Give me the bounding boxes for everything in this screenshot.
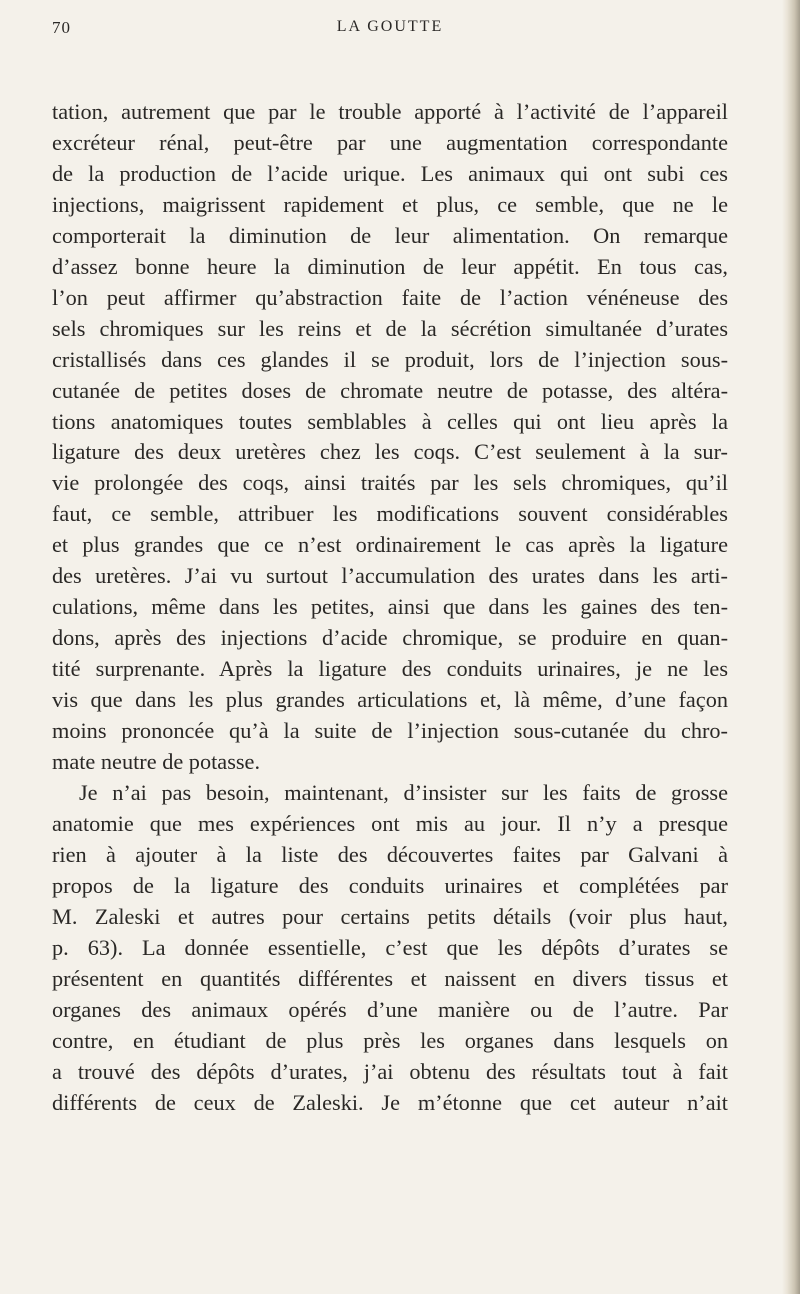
running-head: [52, 18, 728, 42]
text-line: de la production de l’acide urique. Les animaux qui ont subi ces: [52, 160, 728, 186]
text-line: d’assez bonne heure la diminution de leur appétit. En tous cas,: [52, 253, 728, 279]
text-line: faut, ce semble, attribuer les modifications souvent considérables: [52, 501, 728, 527]
text-line: dons, après des injections d’acide chromique, se produire en quan-: [52, 625, 728, 651]
text-line: mate neutre de potasse.: [52, 749, 261, 775]
text-line: et plus grandes que ce n’est ordinairement le cas après la ligature: [52, 532, 728, 558]
text-line: présentent en quantités différentes et naissent en divers tissus et: [52, 965, 728, 991]
text-line: cutanée de petites doses de chromate neutre de potasse, des altéra-: [52, 377, 728, 403]
text-line: tation, autrement que par le trouble apporté à l’activité de l’appareil: [52, 99, 728, 124]
text-line: organes des animaux opérés d’une manière ou de l’autre. Par: [52, 996, 728, 1022]
text-line: anatomie que mes expériences ont mis au jour. Il n’y a presque: [52, 810, 728, 836]
text-line: moins prononcée qu’à la suite de l’injection sous-cutanée du chro-: [52, 718, 728, 744]
text-line: p. 63). La donnée essentielle, c’est que les dépôts d’urates se: [52, 934, 728, 960]
text-line: l’on peut affirmer qu’abstraction faite de l’action vénéneuse des: [52, 284, 728, 310]
text-line: vis que dans les plus grandes articulations et, là même, d’une façon: [52, 687, 728, 713]
text-line: injections, maigrissent rapidement et plus, ce semble, que ne le: [52, 191, 728, 217]
text-line: différents de ceux de Zaleski. Je m’étonne que cet auteur n’ait: [52, 1089, 728, 1115]
text-line: M. Zaleski et autres pour certains petits détails (voir plus haut,: [52, 903, 728, 929]
text-line: comporterait la diminution de leur alimentation. On remarque: [52, 222, 728, 248]
text-line: excréteur rénal, peut-être par une augmentation correspondante: [52, 129, 728, 155]
page-number: 70: [52, 18, 71, 37]
text-line: tité surprenante. Après la ligature des conduits urinaires, je ne les: [52, 656, 728, 682]
text-line: ligature des deux uretères chez les coqs. C’est seulement à la sur-: [52, 439, 728, 465]
text-line: sels chromiques sur les reins et de la sécrétion simultanée d’urates: [52, 315, 728, 341]
text-line: des uretères. J’ai vu surtout l’accumulation des urates dans les arti-: [52, 563, 728, 589]
running-title: LA GOUTTE: [336, 18, 444, 35]
text-line: propos de la ligature des conduits urinaires et complétées par: [52, 872, 728, 898]
text-line: Je n’ai pas besoin, maintenant, d’insister sur les faits de grosse: [79, 779, 728, 805]
text-line: tions anatomiques toutes semblables à celles qui ont lieu après la: [52, 408, 728, 434]
text-line: vie prolongée des coqs, ainsi traités par les sels chromiques, qu’il: [52, 470, 728, 496]
page-edge-shadow: [782, 0, 800, 1294]
text-line: culations, même dans les petites, ainsi que dans les gaines des ten-: [52, 594, 728, 620]
body-text: [52, 97, 728, 1118]
text-line: contre, en étudiant de plus près les organes dans lesquels on: [52, 1027, 728, 1053]
text-line: cristallisés dans ces glandes il se produit, lors de l’injection sous-: [52, 346, 728, 372]
text-line: rien à ajouter à la liste des découvertes faites par Galvani à: [52, 841, 728, 867]
text-line: a trouvé des dépôts d’urates, j’ai obtenu des résultats tout à fait: [52, 1058, 728, 1084]
